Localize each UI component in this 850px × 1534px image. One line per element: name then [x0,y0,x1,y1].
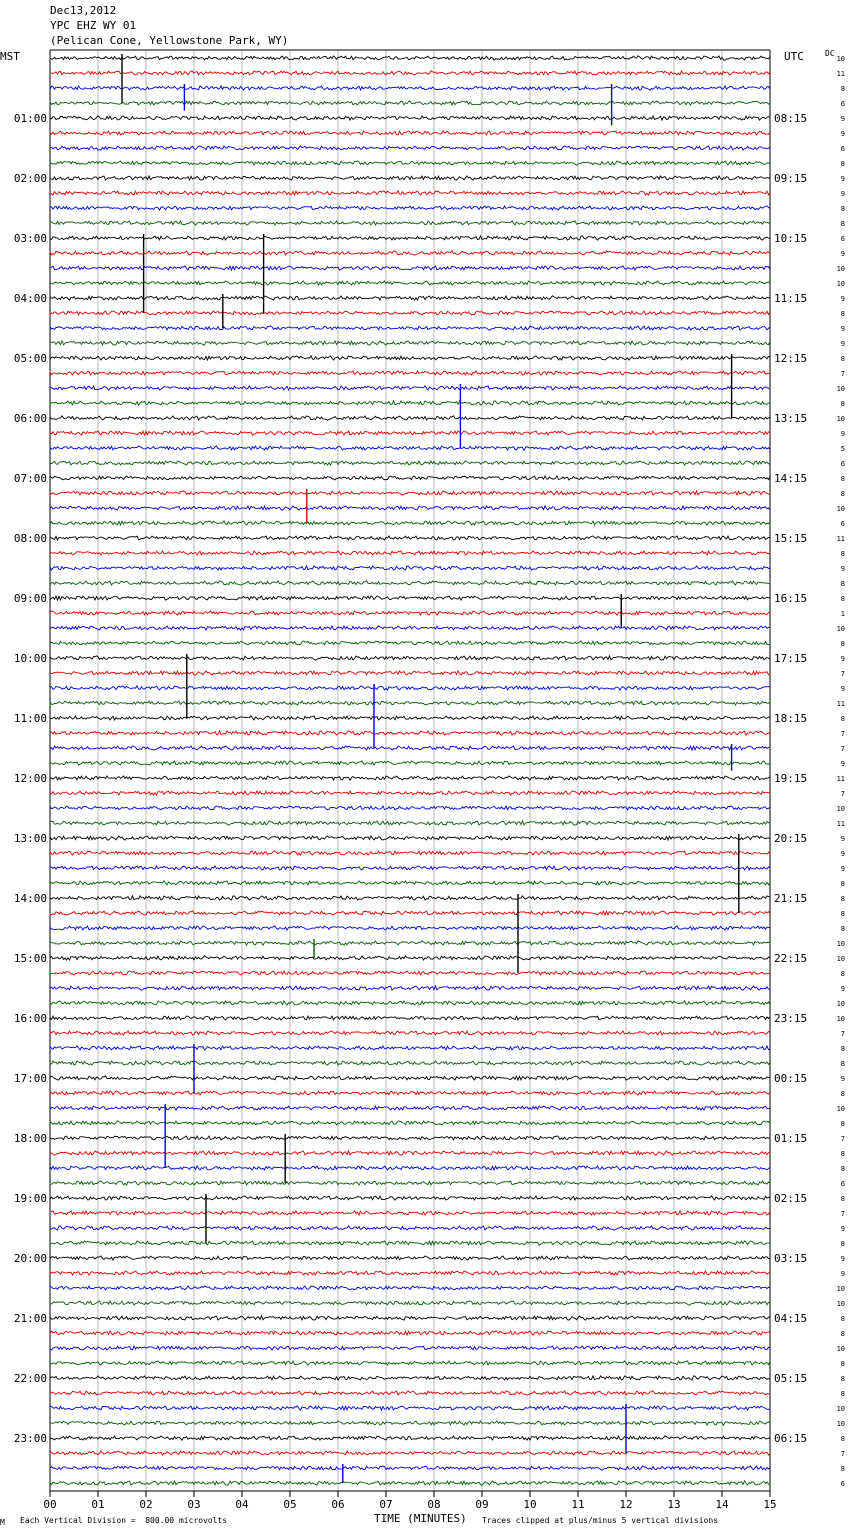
trace-line [50,1331,770,1335]
dc-value: 8 [840,1465,845,1473]
dc-value: 8 [840,220,845,228]
trace-line [50,596,770,600]
dc-value: 8 [840,550,845,558]
trace-line [50,341,770,345]
trace-line [50,1031,770,1035]
trace-line [50,806,770,810]
right-hour-label: 16:15 [774,592,808,605]
dc-label: DC [825,49,835,58]
dc-value: 10 [836,805,845,813]
trace-line [50,896,770,900]
trace-line [50,1136,770,1140]
trace-line [50,551,770,555]
dc-value: 8 [840,1150,845,1158]
dc-value: 11 [836,700,845,708]
clip-note: Traces clipped at plus/minus 5 vertical divisions [482,1516,719,1525]
trace-line [50,821,770,825]
dc-value: 7 [840,1030,845,1038]
dc-value: 8 [840,1090,845,1098]
dc-value: 10 [836,1015,845,1023]
trace-line [50,566,770,570]
trace-line [50,866,770,870]
trace-line [50,671,770,675]
trace-line [50,791,770,795]
right-hour-label: 11:15 [774,292,808,305]
dc-value: 8 [840,1375,845,1383]
dc-value: 10 [836,505,845,513]
trace-line [50,1346,770,1350]
left-hour-label: 12:00 [13,772,47,785]
right-hour-label: 04:15 [774,1312,808,1325]
trace-line [50,641,770,645]
dc-value: 7 [840,730,845,738]
dc-value: 8 [840,895,845,903]
x-tick-label: 13 [667,1498,681,1511]
trace-line [50,1481,770,1485]
x-tick-label: 00 [43,1498,57,1511]
trace-line [50,626,770,630]
trace-line [50,1406,770,1410]
trace-line [50,1211,770,1215]
dc-value: 8 [840,1315,845,1323]
dc-value: 9 [840,760,845,768]
trace-line [50,386,770,390]
trace-line [50,1226,770,1230]
trace-line [50,296,770,300]
left-hour-label: 09:00 [13,592,47,605]
left-hour-label: 14:00 [13,892,47,905]
x-tick-label: 08 [427,1498,441,1511]
trace-line [50,371,770,375]
dc-value: 10 [836,1105,845,1113]
right-hour-label: 06:15 [774,1432,808,1445]
x-tick-label: 09 [475,1498,489,1511]
dc-value: 10 [836,415,845,423]
dc-value: 9 [840,835,845,843]
left-hour-label: 08:00 [13,532,47,545]
dc-value: 8 [840,925,845,933]
trace-line [50,761,770,765]
right-hour-label: 22:15 [774,952,808,965]
trace-line [50,1271,770,1275]
dc-value: 11 [836,775,845,783]
trace-line [50,1316,770,1320]
dc-value: 8 [840,640,845,648]
x-axis-title: TIME (MINUTES) [374,1512,467,1525]
trace-line [50,191,770,195]
dc-value: 11 [836,70,845,78]
right-hour-label: 14:15 [774,472,808,485]
dc-value: 9 [840,190,845,198]
dc-value: 9 [840,430,845,438]
x-tick-label: 02 [139,1498,153,1511]
dc-value: 7 [840,745,845,753]
dc-value: 10 [836,385,845,393]
dc-value: 8 [840,310,845,318]
left-hour-label: 17:00 [13,1072,47,1085]
trace-line [50,926,770,930]
left-hour-label: 04:00 [13,292,47,305]
dc-value: 10 [836,940,845,948]
trace-line [50,1451,770,1455]
left-hour-label: 01:00 [13,112,47,125]
trace-line [50,941,770,945]
dc-value: 8 [840,355,845,363]
trace-line [50,1121,770,1125]
dc-value: 9 [840,340,845,348]
dc-value: 9 [840,685,845,693]
dc-value: 5 [840,445,845,453]
trace-group [50,54,770,1485]
dc-value: 6 [840,100,845,108]
dc-value: 6 [840,1180,845,1188]
dc-value: 8 [840,85,845,93]
right-hour-label: 00:15 [774,1072,808,1085]
x-tick-label: 14 [715,1498,729,1511]
dc-value: 6 [840,460,845,468]
dc-value: 8 [840,1045,845,1053]
dc-value: 7 [840,790,845,798]
right-hour-label: 08:15 [774,112,808,125]
dc-value: 7 [840,1135,845,1143]
trace-line [50,881,770,885]
trace-line [50,1001,770,1005]
x-tick-label: 05 [283,1498,297,1511]
dc-value: 8 [840,1330,845,1338]
left-hour-label: 18:00 [13,1132,47,1145]
trace-line [50,1436,770,1440]
x-tick-label: 10 [523,1498,537,1511]
x-tick-label: 15 [763,1498,777,1511]
dc-value: 8 [840,1195,845,1203]
left-hour-label: 03:00 [13,232,47,245]
dc-value: 10 [836,1000,845,1008]
scale-note: Each Vertical Division = 800.00 microvolts [20,1516,228,1525]
right-hour-label: 15:15 [774,532,808,545]
dc-value: 10 [836,625,845,633]
trace-line [50,536,770,540]
dc-value: 8 [840,1390,845,1398]
x-tick-label: 07 [379,1498,393,1511]
right-hour-label: 17:15 [774,652,808,665]
dc-value: 8 [840,910,845,918]
right-hour-label: 03:15 [774,1252,808,1265]
trace-line [50,1091,770,1095]
dc-value: 11 [836,535,845,543]
right-hour-label: 23:15 [774,1012,808,1025]
left-axis-title: MST [0,50,20,63]
trace-line [50,776,770,780]
dc-value: 8 [840,400,845,408]
trace-line [50,251,770,255]
dc-value: 10 [836,1420,845,1428]
left-hour-label: 15:00 [13,952,47,965]
axis-labels [14,55,845,1511]
dc-value: 9 [840,565,845,573]
chart-title: YPC EHZ WY 01 [50,19,137,32]
dc-value: 8 [840,1165,845,1173]
trace-line [50,146,770,150]
dc-value: 10 [836,955,845,963]
trace-line [50,1106,770,1110]
trace-line [50,1241,770,1245]
trace-line [50,281,770,285]
trace-line [50,401,770,405]
left-hour-label: 23:00 [13,1432,47,1445]
dc-value: 9 [840,250,845,258]
left-hour-label: 05:00 [13,352,47,365]
dc-value: 9 [840,1075,845,1083]
trace-line [50,161,770,165]
trace-line [50,1361,770,1365]
left-hour-label: 20:00 [13,1252,47,1265]
left-hour-label: 22:00 [13,1372,47,1385]
dc-value: 9 [840,325,845,333]
trace-line [50,86,770,90]
trace-line [50,446,770,450]
dc-value: 8 [840,160,845,168]
chart-date: Dec13,2012 [50,4,117,17]
left-hour-label: 11:00 [13,712,47,725]
trace-line [50,491,770,495]
x-tick-label: 04 [235,1498,249,1511]
dc-value: 8 [840,1435,845,1443]
dc-value: 8 [840,490,845,498]
right-hour-label: 02:15 [774,1192,808,1205]
left-hour-label: 21:00 [13,1312,47,1325]
trace-line [50,131,770,135]
dc-value: 9 [840,295,845,303]
dc-value: 8 [840,205,845,213]
dc-value: 10 [836,55,845,63]
x-tick-label: 01 [91,1498,105,1511]
dc-value: 6 [840,145,845,153]
x-tick-label: 12 [619,1498,633,1511]
dc-value: 8 [840,1360,845,1368]
trace-line [50,56,770,60]
chart-subtitle: (Pelican Cone, Yellowstone Park, WY) [50,34,289,47]
trace-line [50,356,770,360]
trace-line [50,476,770,480]
trace-line [50,176,770,180]
trace-line [50,461,770,465]
dc-value: 8 [840,715,845,723]
trace-line [50,206,770,210]
left-hour-label: 10:00 [13,652,47,665]
trace-line [50,1421,770,1425]
dc-value: 9 [840,655,845,663]
trace-line [50,431,770,435]
trace-line [50,836,770,840]
dc-value: 9 [840,115,845,123]
dc-value: 9 [840,1225,845,1233]
trace-line [50,266,770,270]
dc-value: 9 [840,1270,845,1278]
trace-line [50,1466,770,1470]
left-hour-label: 16:00 [13,1012,47,1025]
dc-value: 10 [836,1405,845,1413]
trace-line [50,971,770,975]
left-hour-label: 02:00 [13,172,47,185]
left-hour-label: 07:00 [13,472,47,485]
trace-line [50,521,770,525]
trace-line [50,746,770,750]
dc-value: 6 [840,235,845,243]
trace-line [50,1016,770,1020]
right-hour-label: 13:15 [774,412,808,425]
dc-value: 8 [840,970,845,978]
trace-line [50,701,770,705]
right-hour-label: 01:15 [774,1132,808,1145]
trace-line [50,1076,770,1080]
right-hour-label: 10:15 [774,232,808,245]
right-hour-label: 12:15 [774,352,808,365]
corner-mark: M [0,1518,5,1527]
dc-value: 9 [840,175,845,183]
right-hour-label: 09:15 [774,172,808,185]
trace-line [50,1196,770,1200]
left-hour-label: 13:00 [13,832,47,845]
right-hour-label: 20:15 [774,832,808,845]
trace-line [50,1376,770,1380]
dc-value: 1 [840,610,845,618]
dc-value: 10 [836,1300,845,1308]
x-tick-label: 06 [331,1498,345,1511]
dc-value: 10 [836,1345,845,1353]
dc-value: 6 [840,520,845,528]
dc-value: 8 [840,475,845,483]
dc-value: 10 [836,1285,845,1293]
x-tick-label: 03 [187,1498,201,1511]
trace-line [50,986,770,990]
dc-value: 7 [840,1450,845,1458]
dc-value: 7 [840,670,845,678]
right-hour-label: 19:15 [774,772,808,785]
trace-line [50,506,770,510]
trace-line [50,956,770,960]
dc-value: 9 [840,130,845,138]
trace-line [50,311,770,315]
dc-value: 6 [840,1480,845,1488]
left-hour-label: 06:00 [13,412,47,425]
trace-line [50,611,770,615]
trace-line [50,221,770,225]
x-tick-label: 11 [571,1498,585,1511]
right-hour-label: 05:15 [774,1372,808,1385]
dc-value: 8 [840,880,845,888]
trace-line [50,326,770,330]
trace-line [50,1181,770,1185]
dc-value: 9 [840,865,845,873]
trace-line [50,851,770,855]
dc-value: 8 [840,1060,845,1068]
trace-line [50,101,770,105]
trace-line [50,1301,770,1305]
trace-line [50,716,770,720]
right-hour-label: 21:15 [774,892,808,905]
trace-line [50,1286,770,1290]
dc-value: 7 [840,1210,845,1218]
trace-line [50,581,770,585]
dc-value: 9 [840,1255,845,1263]
trace-line [50,1151,770,1155]
dc-value: 8 [840,580,845,588]
dc-value: 10 [836,280,845,288]
dc-value: 8 [840,595,845,603]
dc-value: 10 [836,265,845,273]
trace-line [50,731,770,735]
dc-value: 11 [836,820,845,828]
trace-line [50,1166,770,1170]
right-axis-title: UTC [784,50,804,63]
trace-line [50,1391,770,1395]
trace-line [50,116,770,120]
dc-value: 9 [840,850,845,858]
trace-line [50,416,770,420]
dc-value: 8 [840,1120,845,1128]
trace-line [50,911,770,915]
dc-value: 7 [840,370,845,378]
trace-line [50,71,770,75]
trace-line [50,1046,770,1050]
trace-line [50,1256,770,1260]
right-hour-label: 18:15 [774,712,808,725]
trace-line [50,656,770,660]
dc-value: 9 [840,985,845,993]
trace-line [50,236,770,240]
trace-line [50,1061,770,1065]
dc-value: 8 [840,1240,845,1248]
trace-line [50,686,770,690]
left-hour-label: 19:00 [13,1192,47,1205]
